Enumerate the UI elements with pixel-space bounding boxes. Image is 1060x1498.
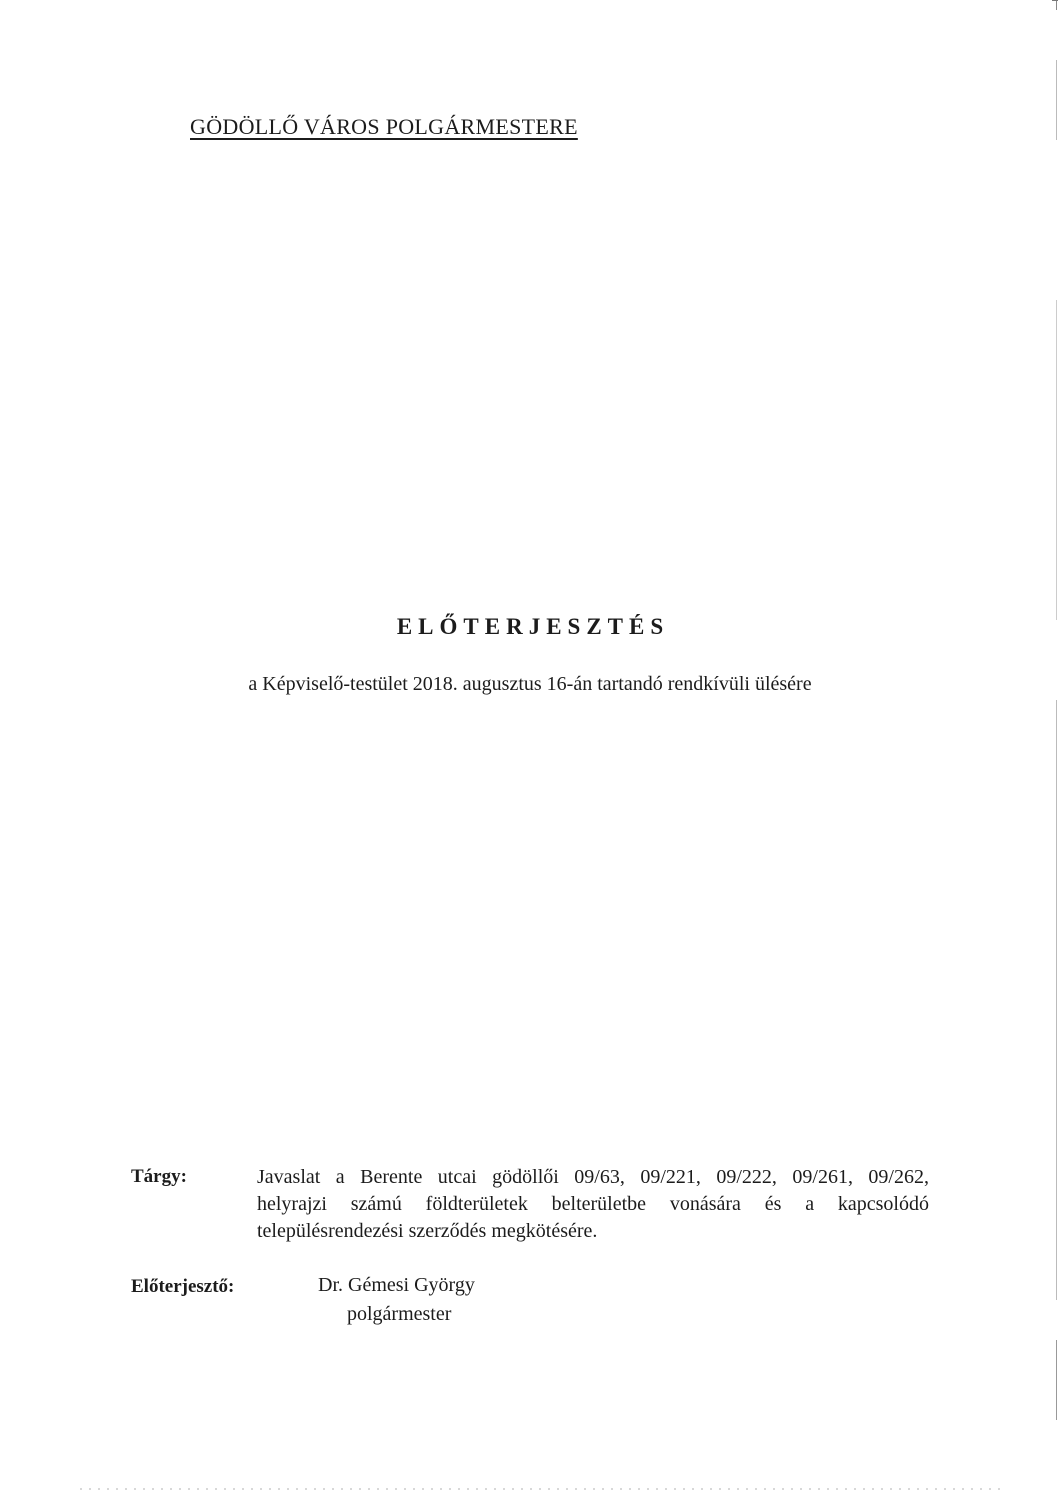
subject-text bbox=[257, 1164, 929, 1245]
subject-line: Javaslat a Berente utcai gödöllői 09/63, 09/221, 09/222, 09/261, 09/262, bbox=[257, 1166, 929, 1188]
subject-line: településrendezési szerződés megkötésére. bbox=[257, 1220, 598, 1242]
subject-line: helyrajzi számú földterületek belterületbe vonására és a kapcsolódó bbox=[257, 1193, 929, 1215]
presenter-name: Dr. Gémesi György bbox=[318, 1274, 475, 1296]
scan-edge-tick bbox=[1052, 0, 1058, 1]
presenter-label: Előterjesztő: bbox=[131, 1276, 235, 1297]
subject-label: Tárgy: bbox=[131, 1166, 187, 1187]
presenter-role: polgármester bbox=[347, 1303, 452, 1325]
scan-edge-line bbox=[1056, 0, 1057, 1498]
issuer-heading: GÖDÖLLŐ VÁROS POLGÁRMESTERE bbox=[190, 114, 578, 139]
scan-bottom-artifact bbox=[80, 1488, 1000, 1490]
document-subtitle: a Képviselő-testület 2018. augusztus 16-án tartandó rendkívüli ülésére bbox=[248, 673, 812, 695]
document-title: ELŐTERJESZTÉS bbox=[396, 614, 670, 639]
